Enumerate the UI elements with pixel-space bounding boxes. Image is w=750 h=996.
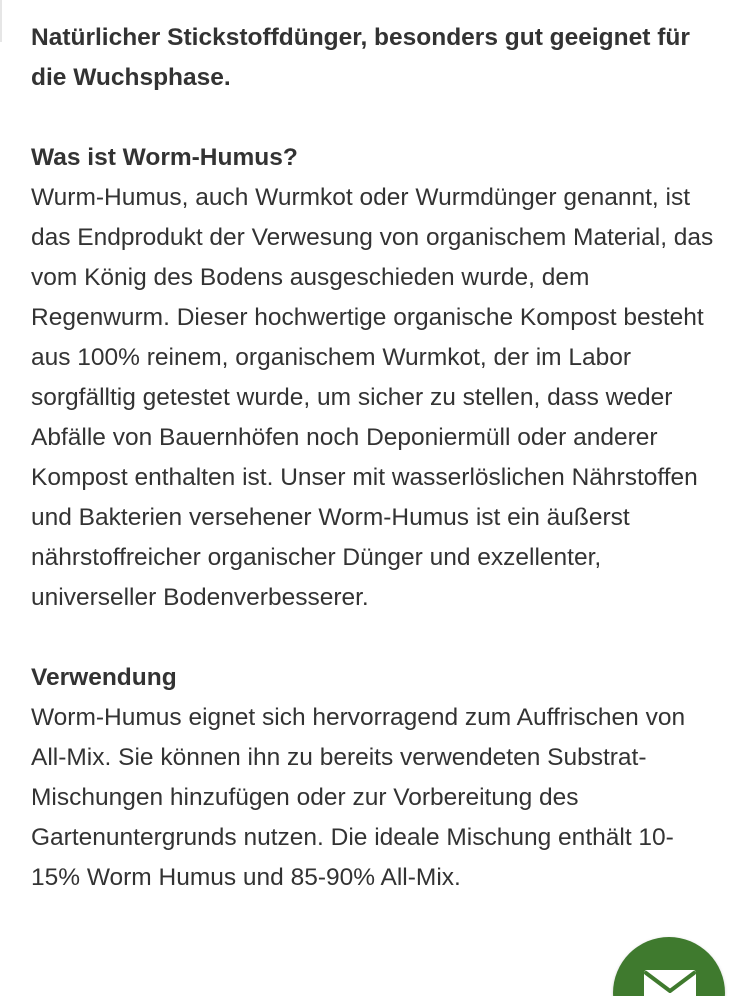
- section-what-is-worm-humus: [31, 138, 721, 618]
- section-body: Wurm-Humus, auch Wurmkot oder Wurmdünger genannt, ist das Endprodukt der Verwesung von organischem Material, das vom König des Bodens ausgeschieden wurde, dem Regenwurm. Dieser hochwertige organische Kompost besteht aus 100% reinem, organischem Wurmkot, der im Labor sorgfälltig getestet wurde, um sicher zu stellen, dass weder Abfälle von Bauernhöfen noch Deponiermüll oder anderer Kompost enthalten ist. Unser mit wasserlöslichen Nährstoffen und Bakterien versehener Worm-Humus ist ein äußerst nährstoffreicher organischer Dünger und exzellenter, universeller Bodenverbesserer.: [31, 184, 714, 611]
- contact-fab-button[interactable]: [613, 937, 725, 996]
- section-heading: Verwendung: [31, 664, 177, 691]
- page-edge-divider: [0, 0, 2, 42]
- section-usage: [31, 658, 721, 898]
- mail-icon: [641, 967, 699, 996]
- intro-text: Natürlicher Stickstoffdünger, besonders gut geeignet für die Wuchsphase.: [31, 24, 690, 91]
- section-body: Worm-Humus eignet sich hervorragend zum Auffrischen von All-Mix. Sie können ihn zu bereits verwendeten Substrat-Mischungen hinzufügen oder zur Vorbereitung des Gartenuntergrunds nutzen. Die ideale Mischung enthält 10-15% Worm Humus und 85-90% All-Mix.: [31, 704, 686, 891]
- section-heading: Was ist Worm-Humus?: [31, 144, 298, 171]
- product-description: [31, 18, 721, 898]
